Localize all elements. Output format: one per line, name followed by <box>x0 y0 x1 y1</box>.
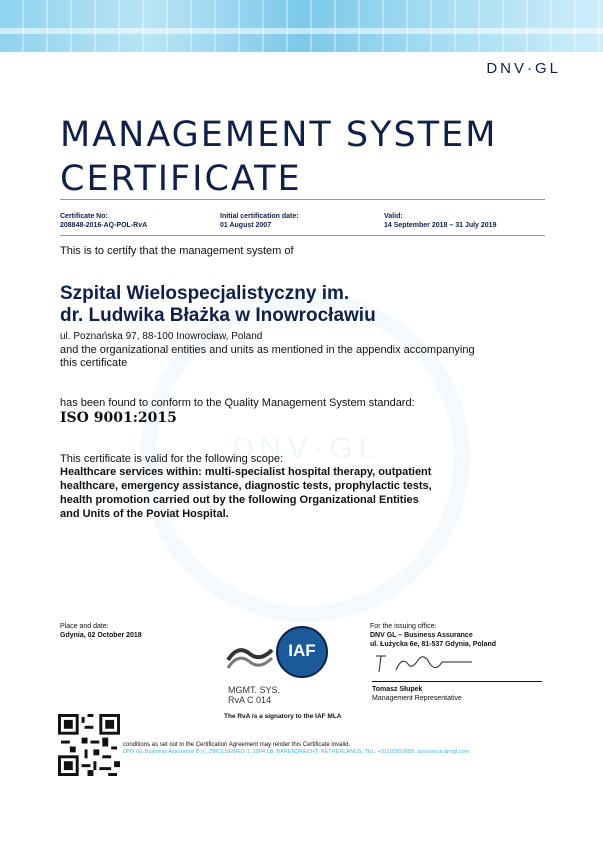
iaf-text: IAF <box>288 641 316 660</box>
standard: ISO 9001:2015 <box>60 410 177 426</box>
validity <box>384 212 496 230</box>
scope-text <box>60 465 530 521</box>
signature-icon <box>372 650 492 676</box>
scope-intro: This certificate is valid for the following scope: <box>60 453 284 465</box>
divider-top <box>60 199 545 200</box>
band-stripe <box>0 28 603 34</box>
org-name-line-1: Szpital Wielospecjalistyczny im. <box>60 283 350 304</box>
title-line-2: CERTIFICATE <box>60 159 302 199</box>
rva-line-1: MGMT. SYS. <box>228 685 281 695</box>
cert-label: Certificate No: <box>60 213 108 220</box>
scope-line: healthcare, emergency assistance, diagnostic tests, prophylactic tests, <box>60 480 432 492</box>
signatory-name: Tomasz Słupek <box>372 686 423 693</box>
org-name-line-2: dr. Ludwika Błażka w Inowrocławiu <box>60 305 376 326</box>
valid-label: Valid: <box>384 213 403 220</box>
organization-name <box>60 283 376 327</box>
conform-text: has been found to conform to the Quality Management System standard: <box>60 397 415 409</box>
signature-block <box>372 650 542 703</box>
initial-label: Initial certification date: <box>220 213 299 220</box>
place-date <box>60 622 142 640</box>
signatory-role: Management Representative <box>372 695 462 702</box>
rva-note: The RvA is a signatory to the IAF MLA <box>224 713 342 720</box>
dnvgl-logo: DNV·GL <box>486 60 561 77</box>
office-label: For the issuing office: <box>370 623 437 630</box>
watermark-text: DNV·GL <box>232 432 382 465</box>
top-decorative-band <box>0 0 603 52</box>
footer-address: DNV GL Business Assurance B.V., ZWOLSEWEG 1, 2994 LB, BARENDRECHT, NETHERLANDS. TEL: +31102922689. assurance.dnvgl.com <box>123 749 470 755</box>
cert-value: 208848-2016-AQ-POL-RvA <box>60 222 148 229</box>
org-units <box>60 344 550 370</box>
intro-text: This is to certify that the management system of <box>60 245 294 257</box>
office-name: DNV GL – Business Assurance <box>370 632 473 639</box>
units-line-2: this certificate <box>60 357 128 369</box>
divider-meta <box>60 235 545 236</box>
rva-logo <box>224 640 280 705</box>
rva-line-2: RvA C 014 <box>228 695 272 705</box>
title-line-1: MANAGEMENT SYSTEM <box>60 115 498 155</box>
certificate-number <box>60 212 147 230</box>
footer-conditions: conditions as set out in the Certification Agreement may render this Certificate invalid. <box>123 742 351 748</box>
scope-line: health promotion carried out by the following Organizational Entities <box>60 494 419 506</box>
scope-line: and Units of the Poviat Hospital. <box>60 508 229 520</box>
place-value: Gdynia, 02 October 2018 <box>60 632 142 639</box>
office-address: ul. Łużycka 6e, 81-537 Gdynia, Poland <box>370 641 497 648</box>
signature-line <box>372 681 542 682</box>
issuing-office <box>370 622 496 649</box>
scope-line: Healthcare services within: multi-specialist hospital therapy, outpatient <box>60 466 432 478</box>
initial-value: 01 August 2007 <box>220 222 272 229</box>
qr-code-icon <box>58 714 120 776</box>
certificate-title <box>60 113 560 201</box>
rva-mark-icon <box>224 640 276 680</box>
units-line-1: and the organizational entities and units as mentioned in the appendix accompanying <box>60 344 475 356</box>
iaf-logo <box>276 626 328 678</box>
valid-value: 14 September 2018 – 31 July 2019 <box>384 222 497 229</box>
place-label: Place and date: <box>60 623 109 630</box>
initial-certification <box>220 212 299 230</box>
org-address: ul. Poznańska 97, 88-100 Inowrocław, Poland <box>60 331 263 342</box>
